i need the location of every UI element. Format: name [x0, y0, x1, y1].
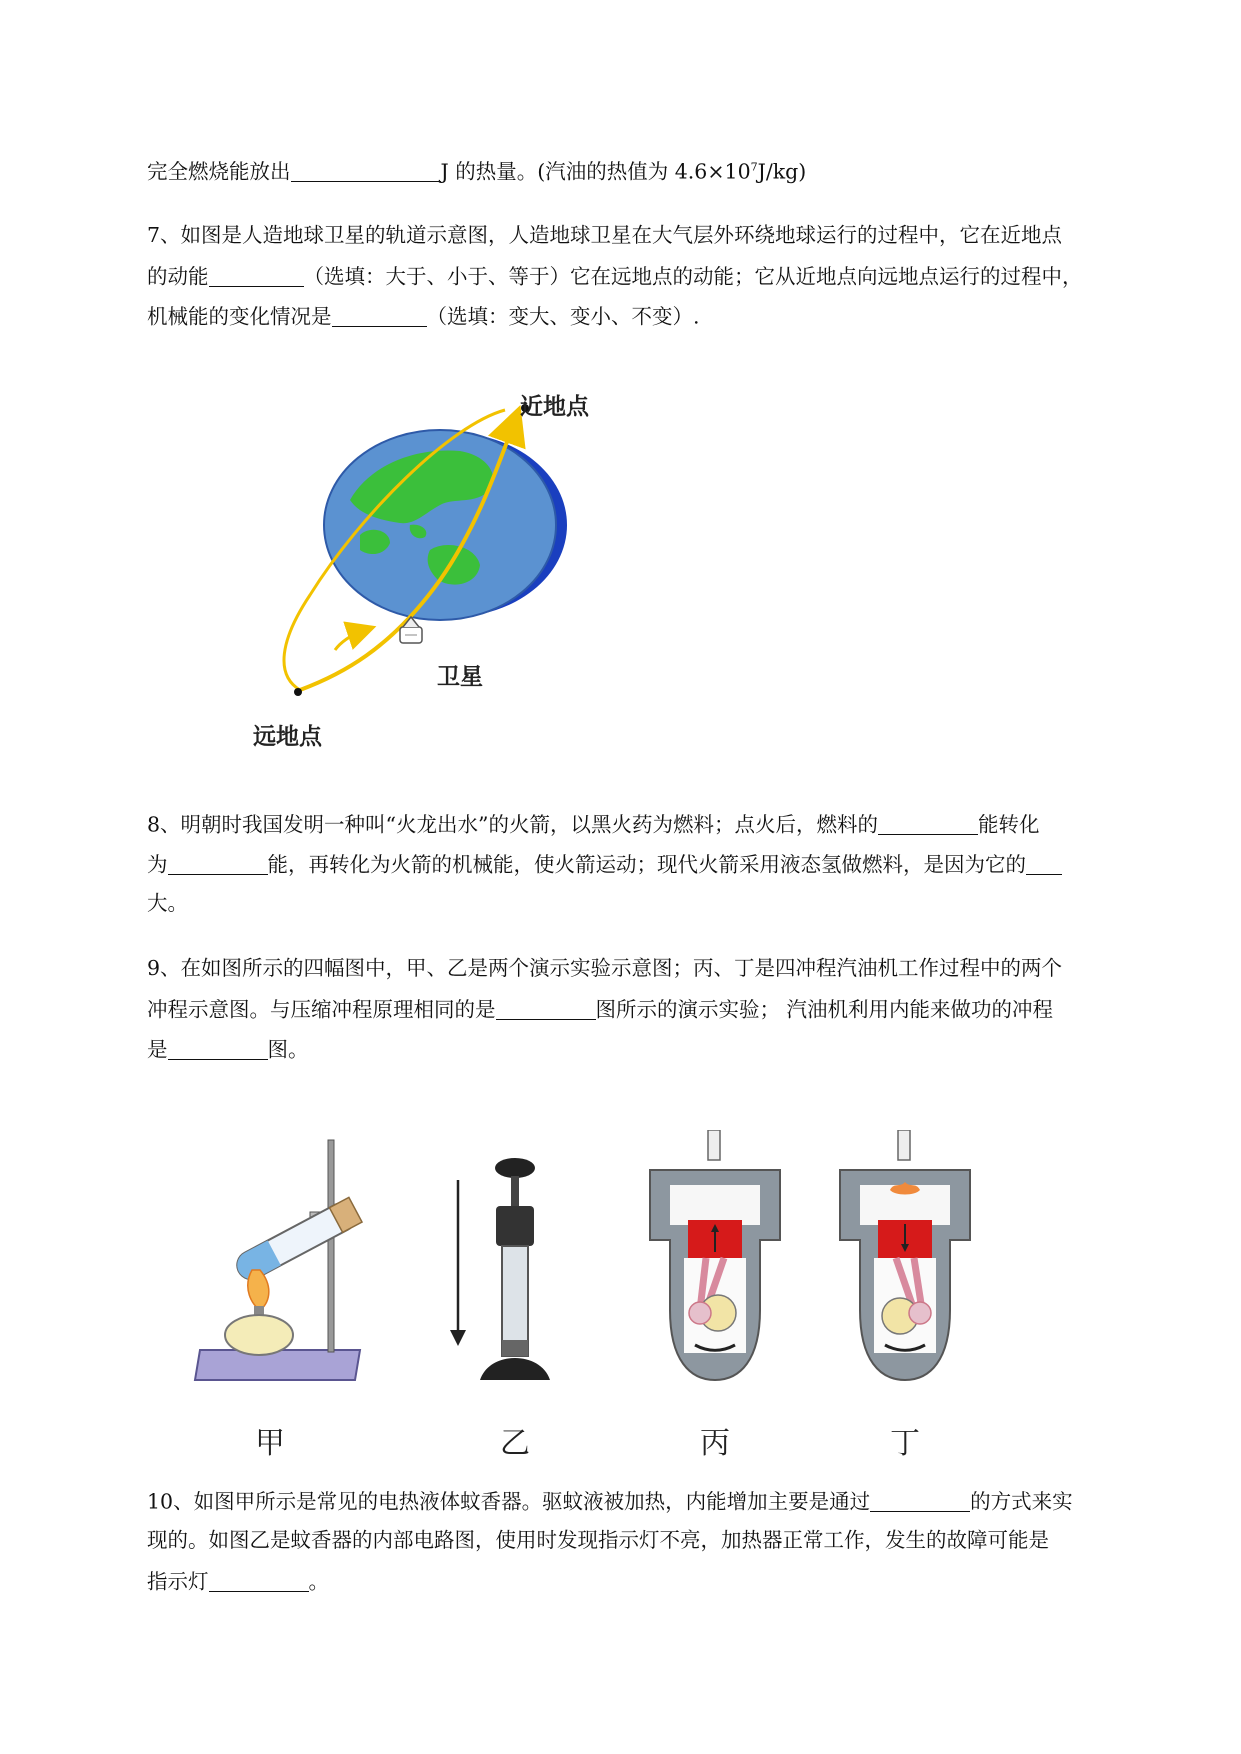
q7-line3 — [147, 305, 1157, 327]
q6-unit: J/kg) — [757, 159, 807, 184]
answer-blank[interactable] — [496, 998, 596, 1020]
q6-suffix: J 的热量。(汽油的热值为 4.6×10 — [440, 159, 751, 184]
answer-blank[interactable] — [332, 305, 427, 327]
flame-icon — [248, 1270, 269, 1310]
perigee-label: 近地点 — [520, 394, 589, 420]
q8-text: 为 — [147, 852, 168, 877]
pump-cylinder — [502, 1246, 528, 1356]
answer-blank[interactable] — [168, 1038, 268, 1060]
q10-line2: 现的。如图乙是蚊香器的内部电路图，使用时发现指示灯不亮，加热器正常工作，发生的故障可能是 — [147, 1528, 1049, 1552]
pump-base — [480, 1358, 550, 1380]
answer-blank[interactable] — [209, 1570, 309, 1592]
q8-line2 — [147, 853, 1157, 875]
spark-plug — [898, 1130, 910, 1160]
satellite-icon — [400, 617, 422, 643]
q8-line1 — [147, 813, 1157, 835]
q6-prefix: 完全燃烧能放出 — [147, 159, 291, 184]
figure-label-yi: 乙 — [500, 1426, 530, 1461]
q8-line3: 大。 — [147, 891, 188, 915]
q9-text: 冲程示意图。与压缩冲程原理相同的是 — [147, 997, 496, 1022]
q10-text: 的方式来实 — [970, 1489, 1073, 1514]
alcohol-lamp — [225, 1315, 293, 1355]
answer-blank[interactable] — [870, 1490, 970, 1512]
test-tube-heating-figure — [190, 1130, 370, 1400]
satellite-orbit-figure — [240, 385, 640, 765]
stand-rod — [328, 1140, 334, 1352]
q8-text: 8、明朝时我国发明一种叫“火龙出水”的火箭，以黑火药为燃料；点火后，燃料的 — [147, 812, 879, 837]
engine-compression-figure — [640, 1130, 790, 1390]
answer-blank[interactable] — [209, 265, 304, 287]
q10-line1 — [147, 1490, 1157, 1512]
answer-blank[interactable] — [878, 813, 978, 835]
orbit-arrow — [335, 630, 365, 650]
pump-piston — [502, 1340, 528, 1356]
q7-text: 机械能的变化情况是 — [147, 304, 332, 329]
combustion-chamber — [670, 1185, 760, 1225]
q6-line — [147, 160, 1157, 182]
crank-pin — [689, 1302, 711, 1324]
pump-top — [496, 1206, 534, 1246]
figure-label-jia: 甲 — [255, 1426, 285, 1461]
pump-handle — [495, 1158, 535, 1178]
q9-text: 图所示的演示实验； 汽油机利用内能来做功的冲程 — [595, 997, 1054, 1022]
stand-base — [195, 1350, 360, 1380]
q8-text: 能转化 — [978, 812, 1040, 837]
q10-text: 10、如图甲所示是常见的电热液体蚊香器。驱蚊液被加热，内能增加主要是通过 — [147, 1489, 871, 1514]
q8-text: 能，再转化为火箭的机械能，使火箭运动；现代火箭采用液态氢做燃料，是因为它的 — [267, 852, 1026, 877]
q9-text: 图。 — [267, 1037, 309, 1062]
q7-text: 的动能 — [147, 264, 209, 289]
crank-pin — [909, 1302, 931, 1324]
answer-blank[interactable] — [168, 853, 268, 875]
answer-blank[interactable] — [1026, 853, 1062, 875]
q9-text: 是 — [147, 1037, 168, 1062]
spark-plug — [708, 1130, 720, 1160]
figure-label-ding: 丁 — [890, 1426, 920, 1461]
q7-text: （选填：变大、变小、不变）. — [426, 304, 700, 329]
pump-rod — [511, 1176, 519, 1206]
q7-text: （选填：大于、小于、等于）它在远地点的动能；它从近地点向远地点运行的过程中， — [303, 264, 1083, 289]
apogee-dot — [294, 688, 302, 696]
q9-line1: 9、在如图所示的四幅图中，甲、乙是两个演示实验示意图；丙、丁是四冲程汽油机工作过程中的两个 — [147, 956, 1063, 980]
air-pump-figure — [440, 1140, 560, 1400]
apogee-label: 远地点 — [253, 724, 322, 750]
q9-line3 — [147, 1038, 1157, 1060]
q10-text: 。 — [308, 1569, 329, 1594]
q10-line3 — [147, 1570, 1157, 1592]
answer-blank[interactable] — [291, 160, 441, 182]
q10-text: 指示灯 — [147, 1569, 209, 1594]
q9-line2 — [147, 998, 1157, 1020]
q7-line2 — [147, 265, 1157, 287]
satellite-label: 卫星 — [437, 664, 483, 690]
q7-line1: 7、如图是人造地球卫星的轨道示意图，人造地球卫星在大气层外环绕地球运行的过程中，它在近地点 — [147, 223, 1063, 247]
q6-exponent: 7 — [750, 160, 758, 174]
down-arrow-icon — [450, 1330, 466, 1346]
engine-power-figure — [830, 1130, 980, 1390]
figure-label-bing: 丙 — [700, 1426, 730, 1461]
